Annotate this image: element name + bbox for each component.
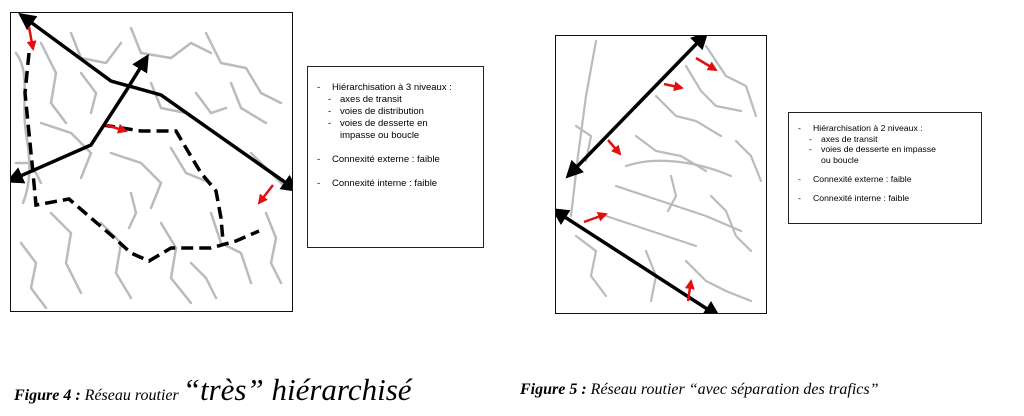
figure5-legend xyxy=(788,112,982,224)
figure4-caption xyxy=(14,372,412,408)
entry-arrows xyxy=(584,58,716,301)
figure5-caption xyxy=(520,381,879,399)
legend-level-distribution: - voies de distribution xyxy=(308,106,483,118)
legend-external-connectivity: - Connexité externe : faible xyxy=(308,154,483,166)
legend-level-transit: - axes de transit xyxy=(308,94,483,106)
figure5-map-drawing xyxy=(556,36,766,313)
figure4-map-drawing xyxy=(11,13,292,311)
legend-level-local-line2: impasse ou boucle xyxy=(340,130,420,141)
legend-level-transit: - axes de transit xyxy=(789,134,981,145)
legend-internal-connectivity: - Connexité interne : faible xyxy=(789,193,981,204)
legend-hierarchy-title: - Hiérarchisation à 3 niveaux : xyxy=(308,82,483,94)
figure4-caption-emphasis: “très” hiérarchisé xyxy=(182,372,412,407)
figure4-caption-text: Réseau routier xyxy=(84,387,179,404)
figure4-road-network-map xyxy=(10,12,293,312)
legend-hierarchy-title: - Hiérarchisation à 2 niveaux : xyxy=(789,123,981,134)
legend-level-local-line1: voies de desserte en xyxy=(340,118,428,129)
legend-level-local xyxy=(308,118,483,142)
local-roads xyxy=(571,41,761,301)
legend-level-local-line2: ou boucle xyxy=(821,154,859,165)
figure5-label: Figure 5 : xyxy=(520,381,587,398)
figure5-road-network-map xyxy=(555,35,767,314)
legend-internal-connectivity: - Connexité interne : faible xyxy=(308,178,483,190)
figure4-label: Figure 4 : xyxy=(14,387,81,404)
transit-axes xyxy=(11,15,292,190)
legend-level-local-line1: voies de desserte en impasse xyxy=(821,144,936,154)
legend-level-local xyxy=(789,144,981,165)
local-roads xyxy=(16,28,286,308)
legend-external-connectivity: - Connexité externe : faible xyxy=(789,174,981,185)
figure4-legend xyxy=(307,66,484,248)
figure5-caption-text: Réseau routier “avec séparation des trafics” xyxy=(590,381,879,398)
